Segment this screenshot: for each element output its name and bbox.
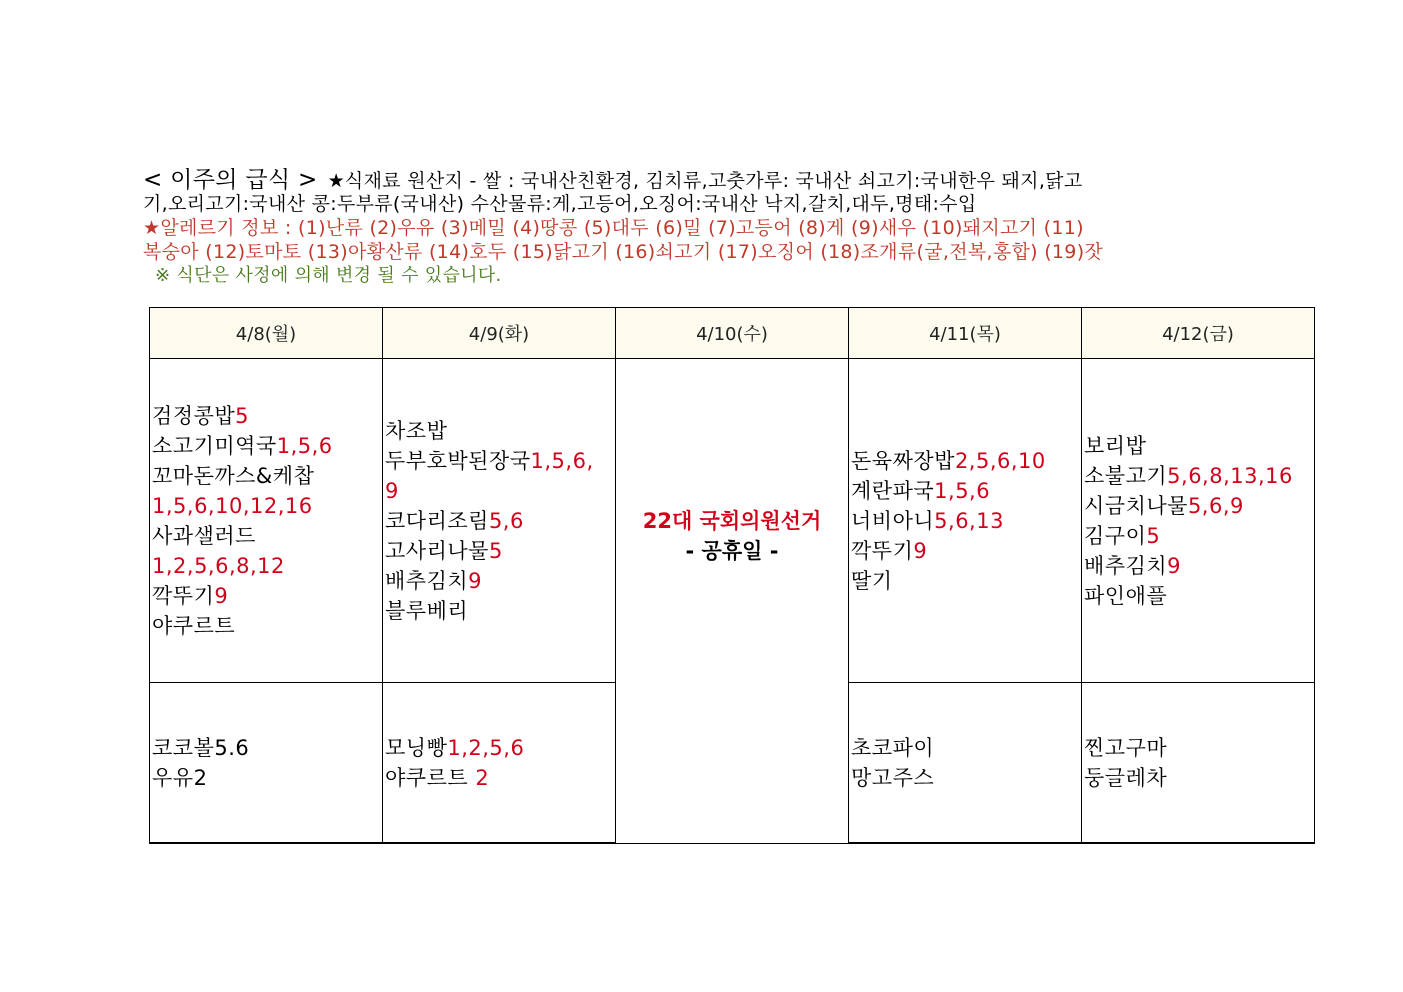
menu-item-name: 초코파이 [851,735,935,760]
allergy-info-1: ★알레르기 정보 : (1)난류 (2)우유 (3)메밀 (4)땅콩 (5)대두 (6)밀 (7)고등어 (8)게 (9)새우 (10)돼지고기 (11) [143,217,1084,239]
allergy-codes: 1,2,5,6,8,12 [152,553,285,578]
menu-item [152,431,380,461]
allergy-codes: 1,5,6, [530,448,594,473]
allergy-codes: 2,5,6,10 [954,448,1046,473]
menu-header [143,168,1273,288]
lunch-row [150,359,1315,683]
menu-item-name: 차조밥 [385,418,448,443]
allergy-codes: 5 [1146,523,1161,548]
menu-item [851,506,1079,536]
menu-item [152,551,380,581]
menu-item-name: 고사리나물 [385,538,489,563]
allergy-codes: 1,5,6,10,12,16 [152,493,313,518]
menu-item [385,536,613,566]
menu-item-name: 깍뚜기 [152,583,215,608]
page-title: < 이주의 급식 > [143,168,318,192]
menu-item-name: 블루베리 [385,598,469,623]
menu-item-name: 시금치나물 [1084,493,1188,518]
menu-item-name: 두부호박된장국 [385,448,531,473]
weekly-menu-table [149,307,1315,844]
date-header-tue: 4/9(화) [383,308,616,359]
holiday-subtitle: - 공휴일 - [685,538,779,563]
allergy-codes: 5,6,13 [934,508,1004,533]
menu-item-name: 코코볼5.6 [152,735,250,760]
menu-item [385,596,613,626]
menu-item [1084,551,1312,581]
menu-item [152,763,380,793]
menu-item-name: 너비아니 [851,508,935,533]
menu-item [851,566,1079,596]
snack-cell-tue [383,683,616,844]
snack-cell-fri [1082,683,1315,844]
allergy-codes: 1,5,6 [934,478,991,503]
menu-item [152,461,380,491]
menu-item-name: 모닝빵 [385,735,448,760]
allergy-codes: 1,2,5,6 [447,735,525,760]
menu-item-name: 우유2 [152,765,208,790]
menu-item [1084,733,1312,763]
allergy-codes: 1,5,6 [276,433,333,458]
menu-item-name: 검정콩밥 [152,403,236,428]
allergy-codes: 5 [235,403,250,428]
menu-item [385,476,613,506]
menu-item [385,506,613,536]
allergy-codes: 9 [1167,553,1182,578]
menu-item-name: 계란파국 [851,478,935,503]
lunch-cell-mon [150,359,383,683]
menu-item-name: 딸기 [851,568,893,593]
snack-cell-thu [849,683,1082,844]
menu-item [1084,763,1312,793]
lunch-cell-tue [383,359,616,683]
menu-item-name: 김구이 [1084,523,1147,548]
allergy-codes: 5,6,8,13,16 [1167,463,1293,488]
menu-item [851,476,1079,506]
allergy-codes: 5 [488,538,503,563]
origin-info-1: ★식재료 원산지 - 쌀 : 국내산친환경, 김치류,고춧가루: 국내산 쇠고기:국내한우 돼지,닭고 [327,170,1083,192]
date-header-thu: 4/11(목) [849,308,1082,359]
menu-item-name: 깍뚜기 [851,538,914,563]
notice-text: ※ 식단은 사정에 의해 변경 될 수 있습니다. [155,265,502,286]
snack-cell-mon [150,683,383,844]
menu-item [851,446,1079,476]
menu-item [1084,461,1312,491]
menu-item-name: 보리밥 [1084,433,1147,458]
menu-item [1084,491,1312,521]
menu-item-name: 소불고기 [1084,463,1168,488]
menu-item [1084,521,1312,551]
holiday-cell-wed [616,359,849,844]
menu-item [152,581,380,611]
allergy-info-2: 복숭아 (12)토마토 (13)아황산류 (14)호두 (15)닭고기 (16)쇠고기 (17)오징어 (18)조개류(굴,전복,홍합) (19)잣 [143,241,1104,263]
menu-item [1084,431,1312,461]
allergy-codes: 2 [475,765,490,790]
menu-item-name: 배추김치 [1084,553,1168,578]
menu-item-name: 돈육짜장밥 [851,448,955,473]
menu-item-name: 둥글레차 [1084,765,1168,790]
menu-item [851,763,1079,793]
lunch-cell-thu [849,359,1082,683]
menu-item-name: 코다리조림 [385,508,489,533]
menu-item [385,446,613,476]
allergy-codes: 9 [468,568,483,593]
origin-info-2: 기,오리고기:국내산 콩:두부류(국내산) 수산물류:게,고등어,오징어:국내산 낙지,갈치,대두,명태:수입 [143,193,977,215]
allergy-codes: 9 [913,538,928,563]
menu-item-name: 소고기미역국 [152,433,277,458]
menu-item-name: 파인애플 [1084,583,1168,608]
menu-item-name: 망고주스 [851,765,935,790]
menu-item-name: 찐고구마 [1084,735,1168,760]
menu-item-name: 야쿠르트 [385,765,476,790]
menu-item [152,491,380,521]
date-header-mon: 4/8(월) [150,308,383,359]
menu-item [152,401,380,431]
menu-item [152,521,380,551]
allergy-codes: 9 [214,583,229,608]
holiday-title: 22대 국회의원선거 [642,508,822,533]
menu-item [851,536,1079,566]
date-header-wed: 4/10(수) [616,308,849,359]
lunch-cell-fri [1082,359,1315,683]
menu-item [152,733,380,763]
header-line-1 [143,168,1273,192]
menu-item-name: 배추김치 [385,568,469,593]
menu-item [385,566,613,596]
menu-item [851,733,1079,763]
date-header-fri: 4/12(금) [1082,308,1315,359]
menu-item-name: 야쿠르트 [152,613,236,638]
menu-item [1084,581,1312,611]
allergy-codes: 5,6,9 [1187,493,1244,518]
menu-item [152,611,380,641]
allergy-codes: 9 [385,478,399,503]
date-header-row [150,308,1315,359]
menu-item [385,733,613,763]
allergy-codes: 5,6 [488,508,524,533]
menu-item-name: 꼬마돈까스&케찹 [152,463,315,488]
menu-item [385,763,613,793]
menu-item-name: 사과샐러드 [152,523,256,548]
menu-item [385,416,613,446]
